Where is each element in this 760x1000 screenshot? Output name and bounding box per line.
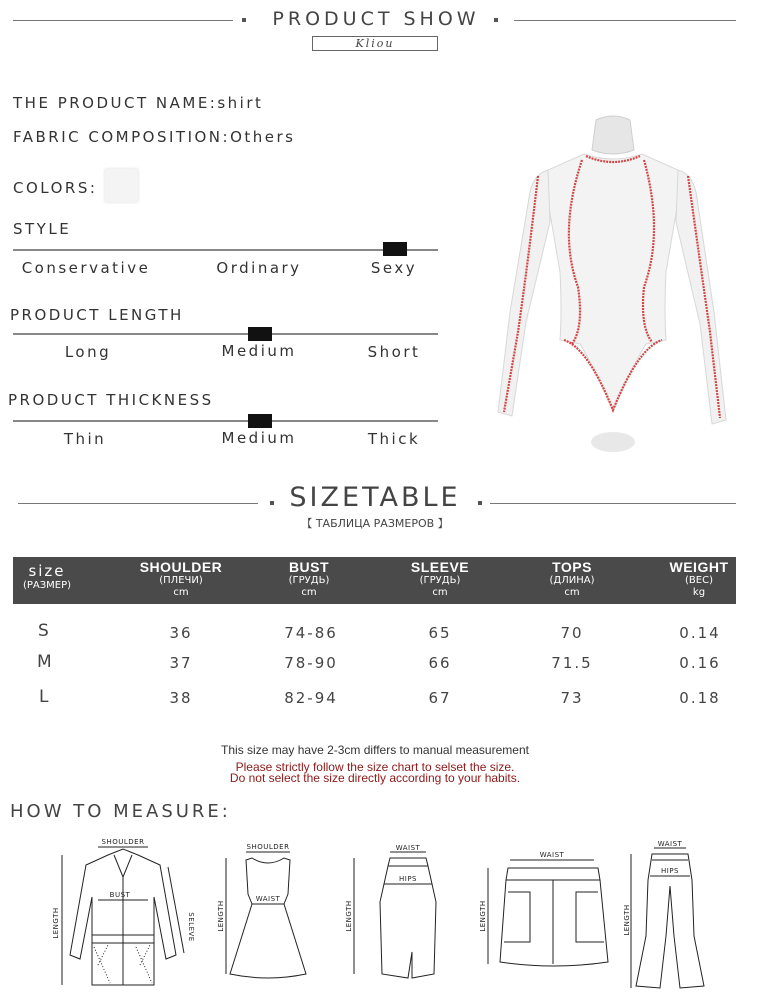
sizetable-rule-right bbox=[490, 503, 736, 504]
table-cell: 82-94 bbox=[284, 689, 338, 707]
skirt-measure-diagram bbox=[340, 844, 440, 984]
brand-name: Kliou bbox=[355, 37, 395, 50]
header-dot-right bbox=[494, 18, 498, 22]
length-option-long: Long bbox=[64, 343, 112, 361]
thickness-option-medium: Medium bbox=[221, 429, 297, 447]
length-scale-line bbox=[13, 333, 438, 335]
table-cell: 36 bbox=[169, 624, 193, 642]
table-cell: 0.18 bbox=[679, 689, 721, 707]
waist-label: WAIST bbox=[395, 844, 421, 852]
table-cell: 73 bbox=[560, 689, 584, 707]
size-table-header bbox=[13, 557, 736, 604]
style-option-ordinary: Ordinary bbox=[216, 259, 302, 277]
sleeve-label: SELEVE bbox=[187, 912, 195, 942]
shorts-measure-diagram bbox=[474, 846, 614, 976]
length-title: PRODUCT LENGTH bbox=[10, 306, 184, 324]
waist-label: WAIST bbox=[657, 840, 683, 848]
column-header-shoulder: SHOULDER (ПЛЕЧИ) cm bbox=[139, 559, 223, 598]
table-cell: 38 bbox=[169, 689, 193, 707]
table-cell: 65 bbox=[428, 624, 452, 642]
note-follow-chart: Please strictly follow the size chart to selset the size. bbox=[235, 760, 515, 774]
pants-measure-diagram bbox=[624, 840, 714, 992]
dress-measure-diagram bbox=[214, 838, 314, 986]
jacket-measure-diagram bbox=[48, 835, 198, 995]
column-header-size: size (РАЗМЕР) bbox=[22, 562, 72, 591]
table-cell: 78-90 bbox=[284, 654, 338, 672]
column-header-bust: BUST (ГРУДЬ) cm bbox=[288, 559, 330, 598]
product-name-row bbox=[13, 94, 263, 112]
note-habits: Do not select the size directly according to your habits. bbox=[229, 771, 521, 785]
color-swatch-white[interactable] bbox=[105, 169, 138, 202]
product-name-label: THE PRODUCT NAME: bbox=[13, 94, 218, 112]
length-label: LENGTH bbox=[345, 900, 353, 932]
length-label: LENGTH bbox=[479, 900, 487, 932]
column-header-sleeve: SLEEVE (ГРУДЬ) cm bbox=[410, 559, 470, 598]
hips-label: HIPS bbox=[661, 867, 679, 875]
table-row-size: M bbox=[37, 652, 52, 672]
sizetable-rule-left bbox=[18, 503, 258, 504]
style-option-conservative: Conservative bbox=[21, 259, 151, 277]
header-rule-right bbox=[514, 20, 736, 21]
brand-box bbox=[312, 36, 438, 51]
table-cell: 71.5 bbox=[551, 654, 593, 672]
hips-label: HIPS bbox=[399, 875, 417, 883]
thickness-option-thin: Thin bbox=[63, 430, 107, 448]
style-scale-line bbox=[13, 249, 438, 251]
table-cell: 67 bbox=[428, 689, 452, 707]
table-cell: 74-86 bbox=[284, 624, 338, 642]
column-header-tops: TOPS (ДЛИНА) cm bbox=[549, 559, 595, 598]
header-dot-left bbox=[242, 18, 246, 22]
thickness-title: PRODUCT THICKNESS bbox=[8, 391, 214, 409]
page-title: PRODUCT SHOW bbox=[272, 8, 480, 30]
sizetable-subtitle: 【 ТАБЛИЦА РАЗМЕРОВ 】 bbox=[301, 517, 449, 530]
product-name-value: shirt bbox=[217, 94, 264, 112]
style-title: STYLE bbox=[13, 220, 72, 238]
table-row-size: S bbox=[38, 621, 49, 641]
style-marker bbox=[383, 242, 407, 256]
table-cell: 0.16 bbox=[679, 654, 721, 672]
length-marker bbox=[248, 327, 272, 341]
shoulder-label: SHOULDER bbox=[101, 838, 145, 846]
colors-label: COLORS: bbox=[13, 179, 98, 197]
thickness-marker bbox=[248, 414, 272, 428]
table-cell: 37 bbox=[169, 654, 193, 672]
sizetable-title: SIZETABLE bbox=[289, 482, 461, 513]
shoulder-label: SHOULDER bbox=[246, 843, 290, 851]
waist-label: WAIST bbox=[539, 851, 565, 859]
sizetable-dot-right bbox=[478, 501, 482, 505]
thickness-option-thick: Thick bbox=[367, 430, 421, 448]
fabric-label: FABRIC COMPOSITION: bbox=[13, 128, 231, 146]
fabric-value: Others bbox=[230, 128, 296, 146]
waist-label: WAIST bbox=[255, 895, 281, 903]
note-measurement: This size may have 2-3cm differs to manual measurement bbox=[221, 743, 529, 757]
fabric-row bbox=[13, 128, 295, 146]
style-option-sexy: Sexy bbox=[370, 259, 418, 277]
sizetable-dot-left bbox=[270, 501, 274, 505]
table-row-size: L bbox=[39, 687, 49, 707]
product-photo bbox=[488, 112, 738, 457]
how-to-measure-title: HOW TO MEASURE: bbox=[10, 801, 231, 822]
table-cell: 66 bbox=[428, 654, 452, 672]
length-label: LENGTH bbox=[217, 900, 225, 932]
bust-label: BUST bbox=[109, 891, 131, 899]
column-header-weight: WEIGHT (ВЕС) kg bbox=[669, 559, 729, 598]
length-option-medium: Medium bbox=[221, 342, 297, 360]
thickness-scale-line bbox=[13, 420, 438, 422]
table-cell: 0.14 bbox=[679, 624, 721, 642]
length-label: LENGTH bbox=[52, 907, 60, 939]
table-cell: 70 bbox=[560, 624, 584, 642]
length-label: LENGTH bbox=[623, 904, 631, 936]
length-option-short: Short bbox=[367, 343, 421, 361]
header-rule-left bbox=[13, 20, 233, 21]
